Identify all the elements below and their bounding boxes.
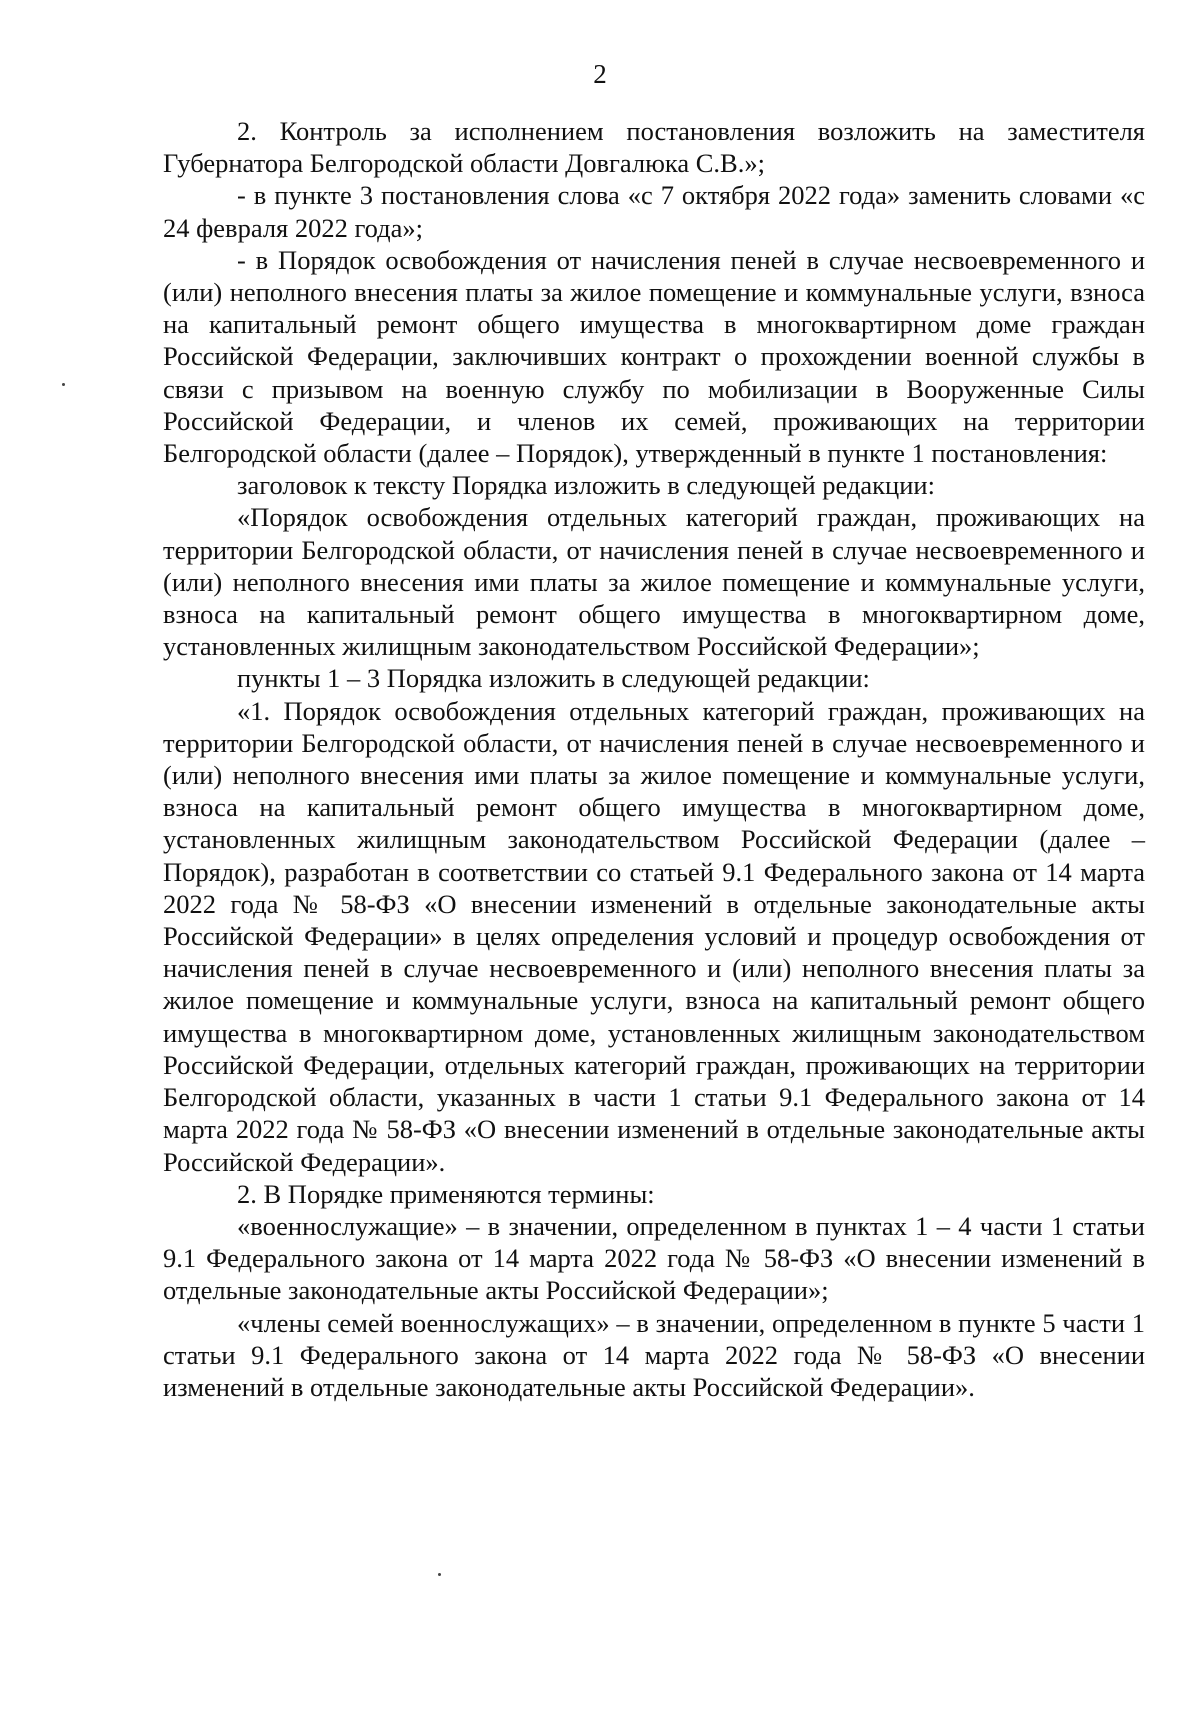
- paragraph-control: 2. Контроль за исполнением постановления возложить на заместителя Губернатора Белгородской области Довгалюка С.В.»;: [163, 116, 1145, 179]
- paragraph-point-2: 2. В Порядке применяются термины:: [237, 1178, 655, 1209]
- document-body: [163, 115, 1145, 1403]
- paragraph-point-1: «1. Порядок освобождения отдельных категорий граждан, проживающих на территории Белгородской области, от начисления пеней в случае несвоевременного и (или) неполного внесения ими платы за жилое помещение и коммунальные услуги, взноса на капитальный ремонт общего имущества в многоквартирном доме, установленных жилищным законодательством Российской Федерации (далее – Порядок), разработан в соответствии со статьей 9.1 Федерального закона от 14 марта 2022 года № 58-ФЗ «О внесении изменений в отдельные законодательные акты Российской Федерации» в целях определения условий и процедур освобождения от начисления пеней в случае несвоевременного и (или) неполного внесения платы за жилое помещение и коммунальные услуги, взноса на капитальный ремонт общего имущества в многоквартирном доме, установленных жилищным законодательством Российской Федерации, отдельных категорий граждан, проживающих на территории Белгородской области, указанных в части 1 статьи 9.1 Федерального закона от 14 марта 2022 года № 58-ФЗ «О внесении изменений в отдельные законодательные акты Российской Федерации».: [163, 695, 1145, 1177]
- page-number: 2: [593, 59, 607, 89]
- paragraph-heading-change: заголовок к тексту Порядка изложить в следующей редакции:: [237, 470, 935, 501]
- paragraph-points-change: пункты 1 – 3 Порядка изложить в следующей редакции:: [237, 663, 870, 694]
- paragraph-term-military: «военнослужащие» – в значении, определенном в пунктах 1 – 4 части 1 статьи 9.1 Федерального закона от 14 марта 2022 года № 58-ФЗ «О внесении изменений в отдельные законодательные акты Российской Федерации»;: [163, 1210, 1145, 1306]
- scan-speck: [438, 1573, 441, 1576]
- paragraph-term-family: «члены семей военнослужащих» – в значении, определенном в пункте 5 части 1 статьи 9.1 Федерального закона от 14 марта 2022 года № 58-ФЗ «О внесении изменений в отдельные законодательные акты Российской Федерации».: [163, 1307, 1145, 1402]
- paragraph-new-heading: «Порядок освобождения отдельных категорий граждан, проживающих на территории Белгородской области, от начисления пеней в случае несвоевременного и (или) неполного внесения ими платы за жилое помещение и коммунальные услуги, взноса на капитальный ремонт общего имущества в многоквартирном доме, установленных жилищным законодательством Российской Федерации»;: [163, 502, 1145, 662]
- scan-speck: [62, 383, 65, 386]
- paragraph-amend-point-3: - в пункте 3 постановления слова «с 7 октября 2022 года» заменить словами «с 24 февраля 2022 года»;: [163, 180, 1145, 243]
- paragraph-amend-procedure: - в Порядок освобождения от начисления пеней в случае несвоевременного и (или) неполного внесения платы за жилое помещение и коммунальные услуги, взноса на капитальный ремонт общего имущества в многоквартирном доме граждан Российской Федерации, заключивших контракт о прохождении военной службы в связи с призывом на военную службу по мобилизации в Вооруженные Силы Российской Федерации, и членов их семей, проживающих на территории Белгородской области (далее – Порядок), утвержденный в пункте 1 постановления:: [163, 244, 1145, 469]
